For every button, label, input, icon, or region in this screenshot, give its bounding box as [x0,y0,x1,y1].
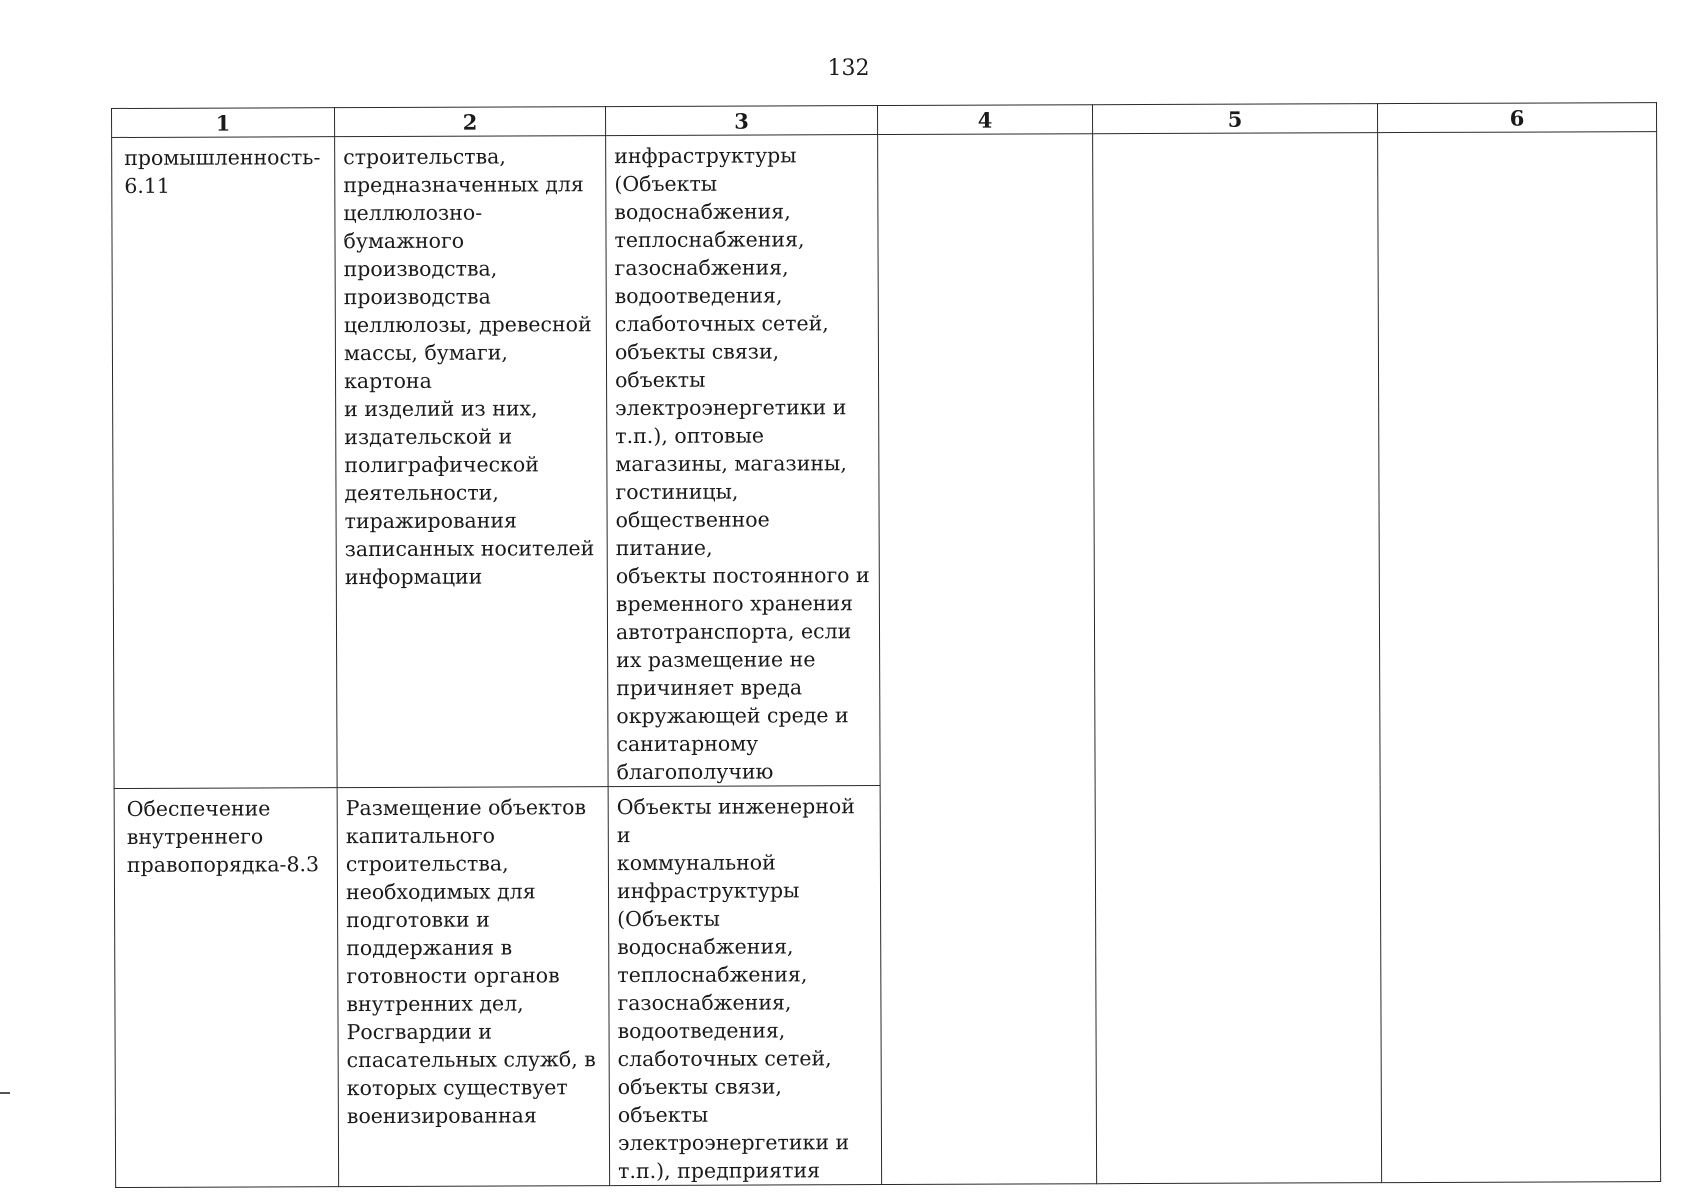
auxiliary-use-cell: инфраструктуры (Объекты водоснабжения, теплоснабжения, газоснабжения, водоотведения, слаботочных сетей, объекты связи, объекты электроэнергетики и т.п.), оптовые магазины, магазины, гостиницы, общественное питание, объекты постоянного и временного хранения автотранспорта, если их размещение не причиняет вреда окружающей среде и санитарному благополучию [606,135,880,787]
use-description-cell: Размещение объектов капитального строительства, необходимых для подготовки и поддержания в готовности органов внутренних дел, Росгвардии и спасательных служб, в которых существует военизированная [337,787,610,1187]
regulations-table [111,102,1661,1188]
land-use-type-cell: промышленность- 6.11 [112,137,337,789]
empty-cell-col5 [1093,133,1382,1184]
scan-edge-mark [0,1092,10,1094]
empty-cell-col4 [878,134,1097,1185]
auxiliary-use-cell: Объекты инженерной и коммунальной инфраструктуры (Объекты водоснабжения, теплоснабжения, газоснабжения, водоотведения, слаботочных сетей, объекты связи, объекты электроэнергетики и т.п.), предприятия [608,786,882,1186]
land-use-type-cell: Обеспечение внутреннего правопорядка-8.3 [114,788,339,1188]
page-number: 132 [827,56,870,81]
table-row [112,132,1659,789]
column-header-1: 1 [112,108,335,138]
column-header-6: 6 [1377,103,1656,133]
column-header-3: 3 [605,106,877,136]
column-header-2: 2 [335,107,606,137]
use-description-cell: строительства, предназначенных для целлюлозно-бумажного производства, производства целлюлозы, древесной массы, бумаги, картона и изделий из них, издательской и полиграфической деятельности, тиражирования записанных носителей информации [335,136,608,788]
column-header-5: 5 [1092,104,1377,134]
column-header-4: 4 [877,105,1092,135]
empty-cell-col6 [1378,132,1661,1183]
